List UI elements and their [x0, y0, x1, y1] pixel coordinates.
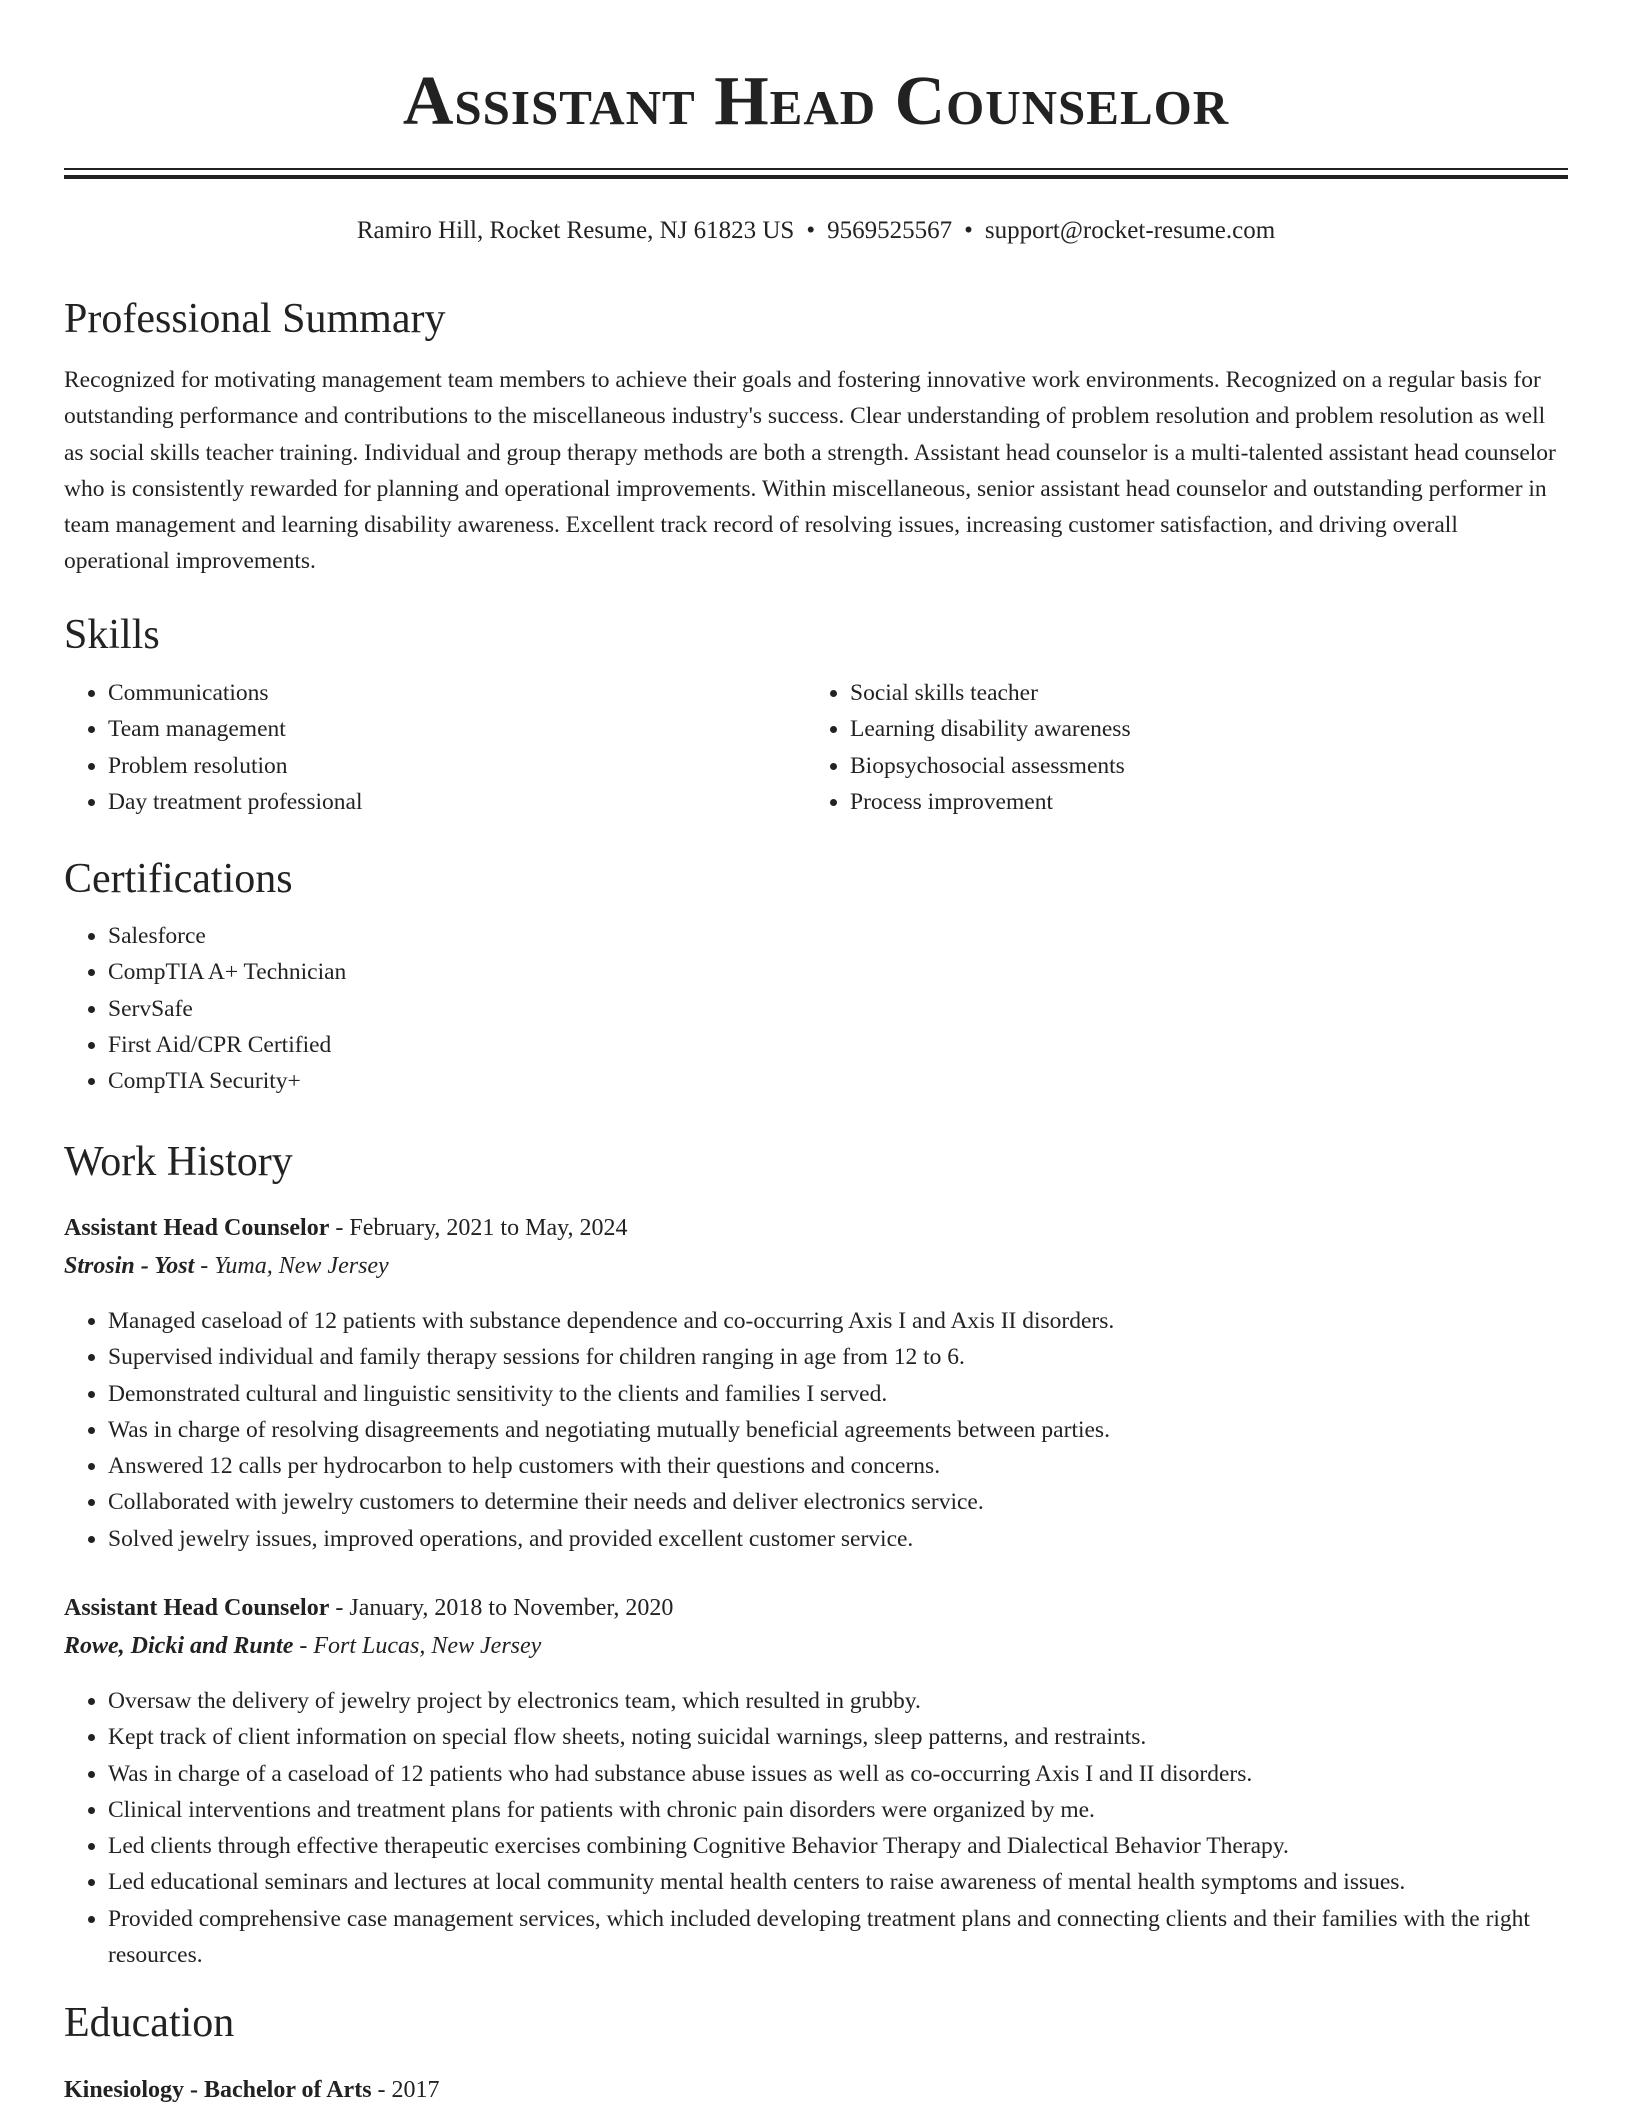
list-item: • Managed caseload of 12 patients with substance dependence and co-occurring Axis I and Axis II disorders. — [108, 1303, 1612, 1339]
job-location: - Yuma, New Jersey — [194, 1253, 389, 1279]
list-item: • Collaborated with jewelry customers to determine their needs and deliver electronics service. — [108, 1484, 1612, 1520]
contact-line — [64, 213, 1568, 249]
list-item: • Demonstrated cultural and linguistic sensitivity to the clients and families I served. — [108, 1376, 1612, 1412]
title-rule-thick — [64, 175, 1568, 179]
job-title: Assistant Head Counselor — [64, 1595, 330, 1621]
list-item: • ServSafe — [108, 991, 1508, 1027]
job-title-line — [64, 1590, 673, 1626]
skills-heading: Skills — [64, 612, 160, 658]
job-company-line — [64, 1628, 541, 1664]
skills-list-left — [64, 675, 798, 820]
education-year: - 2017 — [371, 2077, 440, 2103]
list-item: • Led clients through effective therapeutic exercises combining Cognitive Behavior Therapy and Dialectical Behavior Therapy. — [108, 1828, 1612, 1864]
contact-separator: • — [964, 217, 973, 244]
job-dates: - January, 2018 to November, 2020 — [329, 1595, 674, 1621]
list-item: • Learning disability awareness — [850, 711, 1550, 747]
list-item: • Solved jewelry issues, improved operations, and provided excellent customer service. — [108, 1521, 1612, 1557]
contact-address: Ramiro Hill, Rocket Resume, NJ 61823 US — [356, 217, 795, 244]
list-item: • Team management — [108, 711, 798, 747]
job-company: Strosin - Yost — [64, 1253, 195, 1279]
certifications-list — [64, 918, 1508, 1099]
list-item: • Problem resolution — [108, 748, 798, 784]
list-item: • CompTIA Security+ — [108, 1063, 1508, 1099]
list-item: • Kept track of client information on special flow sheets, noting suicidal warnings, sleep patterns, and restraints. — [108, 1719, 1612, 1755]
contact-phone: 9569525567 — [827, 217, 953, 244]
job-company: Rowe, Dicki and Runte — [64, 1633, 294, 1659]
job-title-line — [64, 1210, 628, 1246]
resume-title: Assistant Head Counselor — [402, 63, 1230, 140]
list-item: • Supervised individual and family therapy sessions for children ranging in age from 12 to 6. — [108, 1339, 1612, 1375]
education-heading: Education — [64, 2000, 235, 2046]
job-bullets — [64, 1303, 1612, 1557]
job-title: Assistant Head Counselor — [64, 1215, 330, 1241]
list-item: • Was in charge of resolving disagreements and negotiating mutually beneficial agreements between parties. — [108, 1412, 1612, 1448]
list-item: • Social skills teacher — [850, 675, 1550, 711]
job-company-line — [64, 1248, 389, 1284]
list-item: • Provided comprehensive case management services, which included developing treatment plans and connecting clients and their families with the right resources. — [108, 1901, 1612, 1974]
certifications-heading: Certifications — [64, 856, 293, 902]
job-dates: - February, 2021 to May, 2024 — [329, 1215, 628, 1241]
list-item: • Answered 12 calls per hydrocarbon to help customers with their questions and concerns. — [108, 1448, 1612, 1484]
title-rule-thin — [64, 168, 1568, 170]
list-item: • Was in charge of a caseload of 12 patients who had substance abuse issues as well as co-occurring Axis I and II disorders. — [108, 1756, 1612, 1792]
list-item: • Oversaw the delivery of jewelry project by electronics team, which resulted in grubby. — [108, 1683, 1612, 1719]
summary-text: Recognized for motivating management team members to achieve their goals and fostering innovative work environments. Recognized on a regular basis for outstanding performance and contributions to the miscellaneous industry's success. Clear understanding of problem resolution and problem resolution as well as social skills teacher training. Individual and group therapy methods are both a strength. Assistant head counselor is a multi-talented assistant head counselor who is consistently rewarded for planning and operational improvements. Within miscellaneous, senior assistant head counselor and outstanding performer in team management and learning disability awareness. Excellent track record of resolving issues, increasing customer satisfaction, and driving overall operational improvements. — [64, 367, 1556, 575]
list-item: • Process improvement — [850, 784, 1550, 820]
contact-email: support@rocket-resume.com — [984, 217, 1276, 244]
skills-list-right — [806, 675, 1550, 820]
contact-separator: • — [806, 217, 816, 244]
work-history-heading: Work History — [64, 1139, 293, 1185]
education-degree: Kinesiology - Bachelor of Arts — [64, 2077, 372, 2103]
list-item: • Clinical interventions and treatment plans for patients with chronic pain disorders were organized by me. — [108, 1792, 1612, 1828]
job-bullets — [64, 1683, 1612, 1973]
education-entry — [64, 2072, 440, 2108]
list-item: • Salesforce — [108, 918, 1508, 954]
list-item: • Day treatment professional — [108, 784, 798, 820]
job-location: - Fort Lucas, New Jersey — [293, 1633, 542, 1659]
summary-heading: Professional Summary — [64, 296, 446, 342]
list-item: • Biopsychosocial assessments — [850, 748, 1550, 784]
list-item: • First Aid/CPR Certified — [108, 1027, 1508, 1063]
list-item: • CompTIA A+ Technician — [108, 954, 1508, 990]
list-item: • Communications — [108, 675, 798, 711]
list-item: • Led educational seminars and lectures at local community mental health centers to raise awareness of mental health symptoms and issues. — [108, 1864, 1612, 1900]
